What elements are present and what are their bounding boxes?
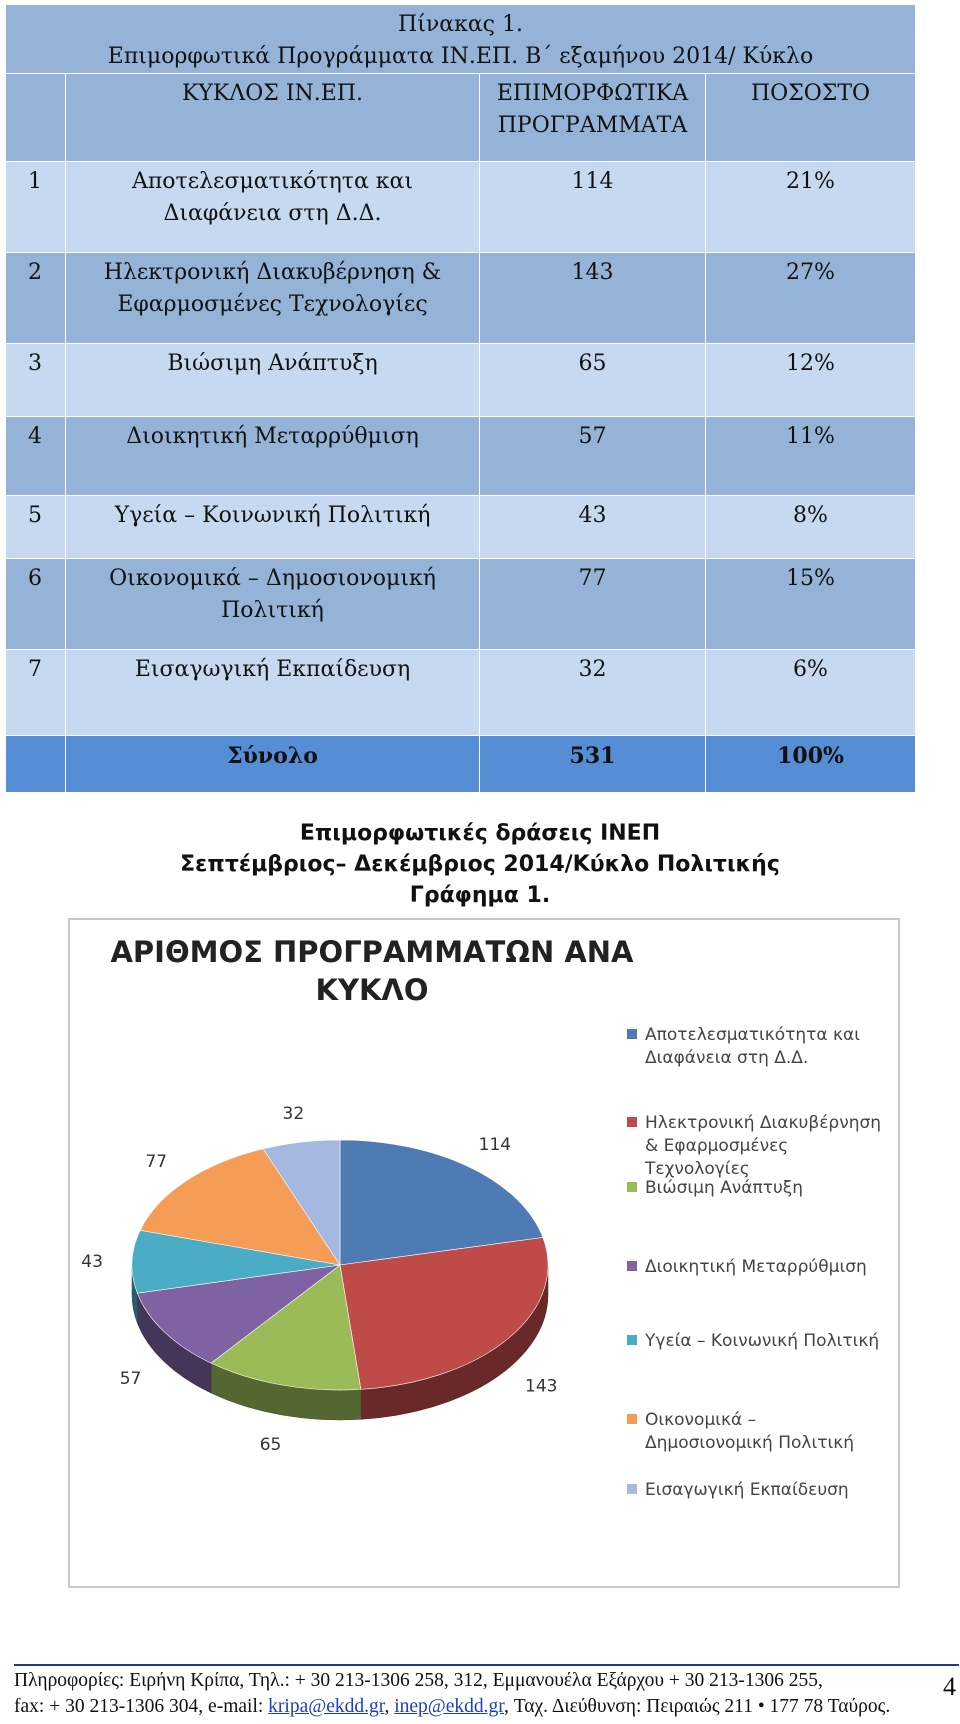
row-num: 5 xyxy=(6,496,66,559)
footer-divider xyxy=(14,1664,959,1666)
header-percent: ΠΟΣΟΣΤΟ xyxy=(706,74,916,162)
legend-swatch xyxy=(627,1117,637,1127)
table-row xyxy=(6,253,916,344)
legend-swatch xyxy=(627,1182,637,1192)
row-cycle-name: Ηλεκτρονική Διακυβέρνηση & Εφαρμοσμένες Τεχνολογίες xyxy=(66,253,480,344)
table-row xyxy=(6,417,916,496)
legend-label: Διοικητική Μεταρρύθμιση xyxy=(645,1257,867,1277)
legend-label: Ηλεκτρονική Διακυβέρνηση xyxy=(645,1113,882,1133)
row-percent: 15% xyxy=(706,559,916,650)
pie-value-label: 143 xyxy=(525,1376,558,1397)
row-cycle-name: Υγεία – Κοινωνική Πολιτική xyxy=(66,496,480,559)
pie-chart-frame xyxy=(68,918,900,1588)
row-programs: 114 xyxy=(480,162,706,253)
programs-table xyxy=(5,4,916,793)
legend-label: Αποτελεσματικότητα και xyxy=(645,1025,860,1045)
table-header-row xyxy=(6,74,916,162)
table-caption-title: Πίνακας 1. xyxy=(398,12,523,37)
row-programs: 43 xyxy=(480,496,706,559)
row-num: 7 xyxy=(6,650,66,736)
legend-label: Οικονομικά – xyxy=(645,1410,757,1430)
email-link-inep[interactable]: inep@ekdd.gr xyxy=(394,1696,504,1717)
legend-swatch xyxy=(627,1414,637,1424)
row-num: 2 xyxy=(6,253,66,344)
total-percent: 100% xyxy=(706,736,916,793)
table-caption-subtitle: Επιμορφωτικά Προγράμματα ΙΝ.ΕΠ. Β΄ εξαμήνου 2014/ Κύκλο xyxy=(107,44,814,69)
chart-title-line: ΚΥΚΛΟ xyxy=(315,973,429,1007)
row-cycle-name: Βιώσιμη Ανάπτυξη xyxy=(66,344,480,417)
footer-address-text: , Ταχ. Διεύθυνση: Πειραιώς 211 • 177 78 Ταύρος. xyxy=(503,1696,891,1717)
row-num: 1 xyxy=(6,162,66,253)
row-cycle-name: Οικονομικά – Δημοσιονομική Πολιτική xyxy=(66,559,480,650)
table-caption xyxy=(6,5,916,74)
pie-value-label: 32 xyxy=(282,1103,305,1124)
row-cycle-name: Εισαγωγική Εκπαίδευση xyxy=(66,650,480,736)
legend-label: Εισαγωγική Εκπαίδευση xyxy=(645,1480,849,1500)
row-programs: 77 xyxy=(480,559,706,650)
row-percent: 8% xyxy=(706,496,916,559)
row-percent: 21% xyxy=(706,162,916,253)
row-percent: 6% xyxy=(706,650,916,736)
legend-label: Υγεία – Κοινωνική Πολιτική xyxy=(645,1331,880,1351)
chart-heading-line2: Σεπτέμβριος– Δεκέμβριος 2014/Κύκλο Πολιτικής xyxy=(180,852,780,877)
legend-swatch xyxy=(627,1029,637,1039)
row-percent: 12% xyxy=(706,344,916,417)
legend-swatch xyxy=(627,1484,637,1494)
chart-heading xyxy=(0,818,960,911)
row-cycle-name: Αποτελεσματικότητα και Διαφάνεια στη Δ.Δ. xyxy=(66,162,480,253)
pie-value-label: 57 xyxy=(119,1368,142,1389)
legend-label: Τεχνολογίες xyxy=(645,1159,750,1179)
footer-address-line xyxy=(14,1694,949,1720)
row-cycle-name: Διοικητική Μεταρρύθμιση xyxy=(66,417,480,496)
row-percent: 11% xyxy=(706,417,916,496)
row-num: 3 xyxy=(6,344,66,417)
page-number: 4 xyxy=(943,1672,956,1701)
row-programs: 57 xyxy=(480,417,706,496)
pie-value-label: 43 xyxy=(81,1251,103,1272)
chart-title-line: ΑΡΙΘΜΟΣ ΠΡΟΓΡΑΜΜΑΤΩΝ ΑΝΑ xyxy=(110,935,634,969)
table-total-row xyxy=(6,736,916,793)
pie-value-label: 114 xyxy=(478,1134,512,1155)
legend-label: Βιώσιμη Ανάπτυξη xyxy=(645,1178,804,1198)
row-programs: 32 xyxy=(480,650,706,736)
legend-label: & Εφαρμοσμένες xyxy=(645,1136,789,1156)
table-row xyxy=(6,496,916,559)
total-empty-cell xyxy=(6,736,66,793)
row-num: 6 xyxy=(6,559,66,650)
footer-contact-line: Πληροφορίες: Ειρήνη Κρίπα, Τηλ.: + 30 213-1306 258, 312, Εμμανουέλα Εξάρχου + 30 213-1306 255, xyxy=(14,1670,823,1691)
header-num-cell xyxy=(6,74,66,162)
table-row xyxy=(6,650,916,736)
header-programs: ΕΠΙΜΟΡΦΩΤΙΚΑ ΠΡΟΓΡΑΜΜΑΤΑ xyxy=(480,74,706,162)
table-row xyxy=(6,344,916,417)
footer-fax-text: fax: + 30 213-1306 304, e-mail: xyxy=(14,1696,269,1717)
row-programs: 143 xyxy=(480,253,706,344)
footer xyxy=(14,1668,949,1720)
chart-heading-line3: Γράφημα 1. xyxy=(409,883,551,908)
pie-chart xyxy=(70,920,898,1586)
chart-legend xyxy=(627,1025,881,1500)
row-num: 4 xyxy=(6,417,66,496)
programs-table-container xyxy=(5,4,915,793)
footer-separator: , xyxy=(384,1696,395,1717)
pie-value-label: 65 xyxy=(259,1434,282,1455)
header-cycle: ΚΥΚΛΟΣ ΙΝ.ΕΠ. xyxy=(66,74,480,162)
legend-label: Δημοσιονομική Πολιτική xyxy=(645,1433,854,1453)
legend-swatch xyxy=(627,1335,637,1345)
table-row xyxy=(6,559,916,650)
pie-value-label: 77 xyxy=(145,1151,168,1172)
total-programs: 531 xyxy=(480,736,706,793)
email-link-kripa[interactable]: kripa@ekdd.gr xyxy=(268,1696,385,1717)
table-caption-row xyxy=(6,5,916,74)
row-programs: 65 xyxy=(480,344,706,417)
legend-label: Διαφάνεια στη Δ.Δ. xyxy=(645,1048,809,1068)
row-percent: 27% xyxy=(706,253,916,344)
legend-swatch xyxy=(627,1261,637,1271)
chart-heading-line1: Επιμορφωτικές δράσεις ΙΝΕΠ xyxy=(299,821,661,846)
table-row xyxy=(6,162,916,253)
total-label: Σύνολο xyxy=(66,736,480,793)
